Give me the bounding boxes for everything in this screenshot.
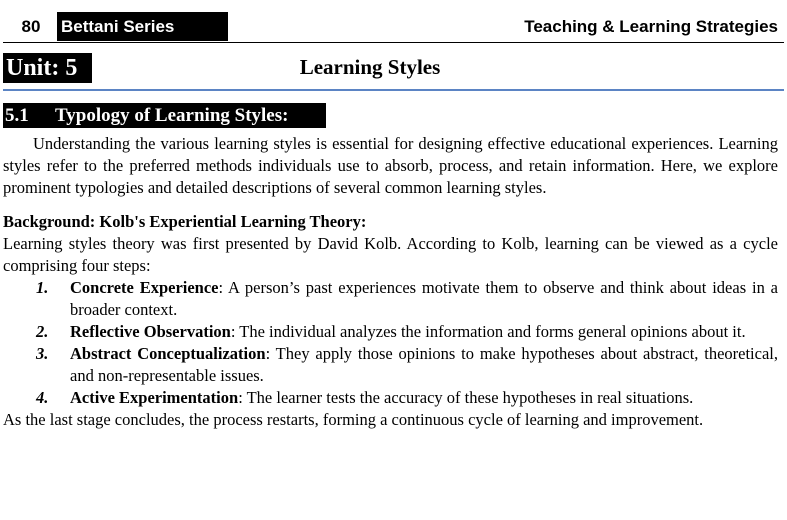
body-text [3, 133, 778, 431]
stage-term: Active Experimentation [70, 388, 239, 407]
background-paragraph: Learning styles theory was first presented by David Kolb. According to Kolb, learning can be viewed as a cycle comprising four steps: [3, 234, 778, 275]
stage-term: Abstract Conceptualization [70, 344, 266, 363]
section-number: 5.1 [5, 105, 29, 126]
stage-description: : They apply those opinions to make hypotheses about abstract, theoretical, and non-representable issues. [70, 344, 778, 385]
unit-title: Learning Styles [299, 55, 441, 79]
intro-paragraph: Understanding the various learning styles is essential for designing effective educational experiences. Learning styles refer to the preferred methods individuals use to absorb, process, and retain information. Here, we explore prominent typologies and detailed descriptions of several common learning styles. [3, 134, 778, 197]
conclusion-paragraph: As the last stage concludes, the process restarts, forming a continuous cycle of learning and improvement. [3, 410, 704, 429]
section-title: Typology of Learning Styles: [55, 105, 289, 126]
list-item [3, 277, 778, 321]
stage-number: 2. [36, 322, 49, 341]
stage-number: 4. [36, 388, 49, 407]
unit-divider [3, 89, 784, 91]
series-badge: Bettani Series [57, 12, 228, 41]
stages-list [3, 277, 778, 409]
stage-term: Reflective Observation [70, 322, 231, 341]
page-header [3, 12, 784, 43]
stage-description: : A person’s past experiences motivate them to observe and think about ideas in a broader context. [70, 278, 778, 319]
stage-description: : The individual analyzes the information and forms general opinions about it. [230, 322, 746, 341]
page-number: 80 [21, 17, 41, 36]
list-item [3, 343, 778, 387]
stage-term: Concrete Experience [70, 278, 219, 297]
unit-label: Unit: 5 [3, 53, 92, 83]
list-item [3, 387, 778, 409]
stage-number: 1. [36, 278, 49, 297]
book-title: Teaching & Learning Strategies [524, 17, 778, 36]
stage-description: : The learner tests the accuracy of these hypotheses in real situations. [238, 388, 694, 407]
stage-number: 3. [36, 344, 49, 363]
section-heading [3, 103, 326, 128]
list-item [3, 321, 778, 343]
background-heading: Background: Kolb's Experiential Learning Theory: [3, 212, 367, 231]
